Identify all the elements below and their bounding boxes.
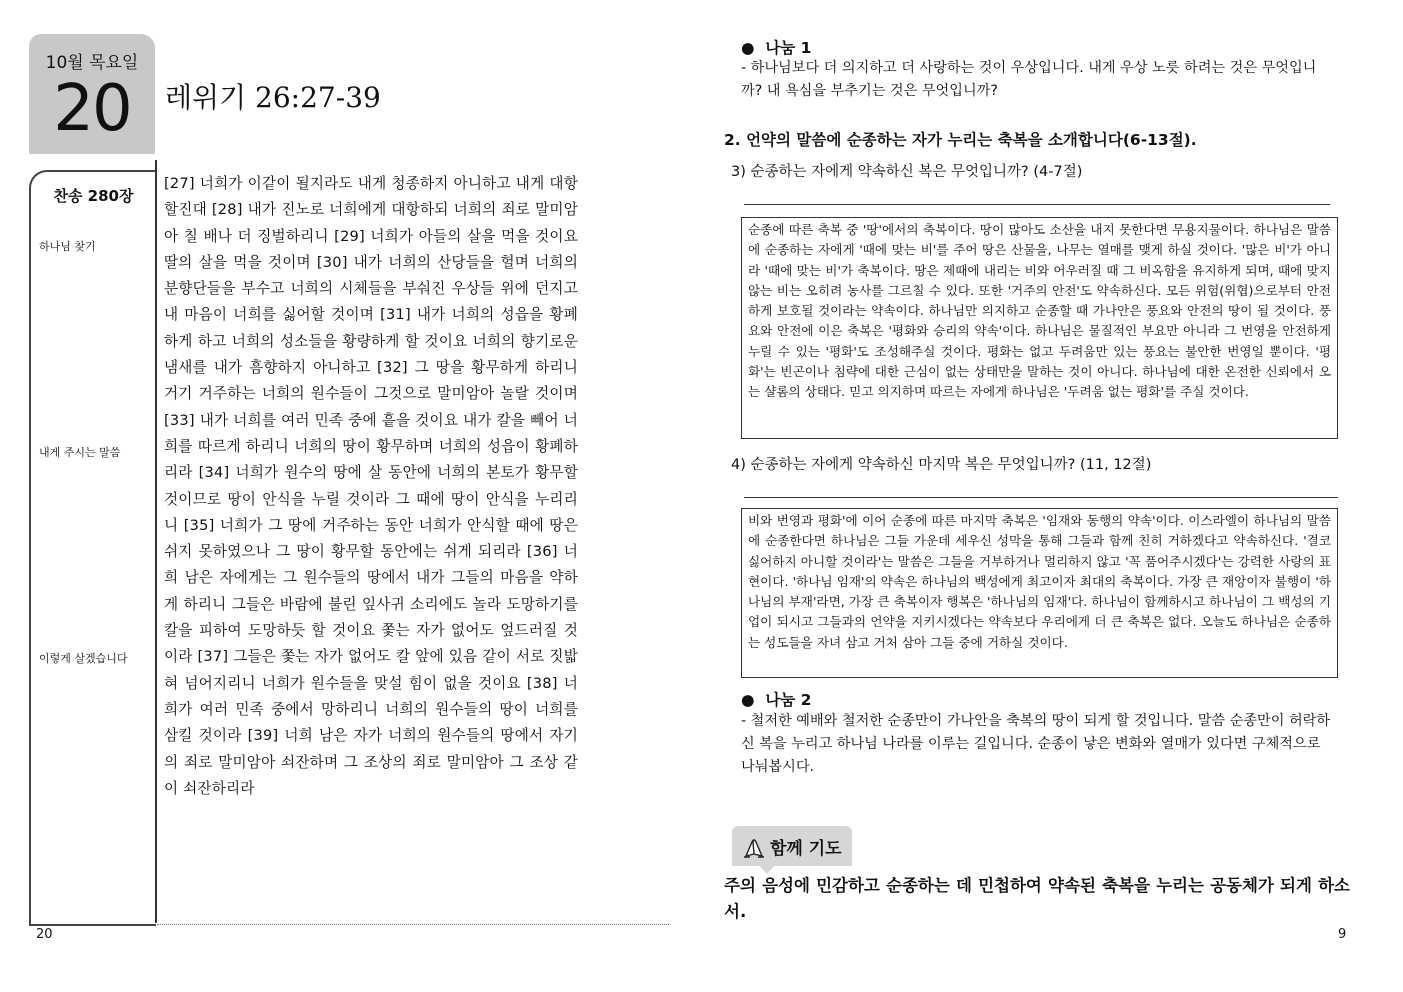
sharing2-title: ● 나눔 2 [741, 691, 812, 709]
sidebar-label-word-for-me: 내게 주시는 말씀 [39, 446, 121, 459]
sharing2-text: - 철저한 예배와 철저한 순종만이 가나안을 축복의 땅이 되게 할 것입니다. 말씀 순종만이 허락하신 복을 누리고 하나님 나라를 이루는 길입니다. 순종이 낳은 변화와 열매가 있다면 구체적으로 나눠봅시다. [741, 713, 1331, 775]
answer4-rule [744, 497, 1338, 498]
date-badge [29, 34, 155, 154]
answer-4: 비와 번영과 평화'에 이어 순종에 따른 마지막 축복은 '임재와 동행의 약속'이다. 이스라엘이 하나님의 말씀에 순종한다면 하나님은 그들 가운데 세우신 성막을 통해 그들과 함께 친히 거하겠다고 약속하신다. '결코 싫어하지 아니할 것이라'는 말씀은 그들을 거부하거나 멀리하지 않고 '꼭 품어주시겠다'는 강력한 사랑의 표현이다. '하나님 임재'의 약속은 하나님의 백성에게 최고이자 최대의 축복이다. 가장 큰 재앙이자 불행이 '하나님의 부재'라면, 가장 큰 축복이자 행복은 '하나님의 임재'다. 하나님이 함께하시고 하나님이 그 백성의 기업이 되시고 그들과의 언약을 지키시겠다는 약속보다 우리에게 더 큰 축복은 없다. 오늘도 하나님은 순종하는 성도들을 자녀 삼고 거처 삼아 그들 중에 거하실 것이다. [741, 508, 1338, 678]
sidebar [29, 170, 156, 926]
date-day: 20 [53, 72, 131, 146]
prayer-text: 주의 음성에 민감하고 순종하는 데 민첩하여 약속된 축복을 누리는 공동체가 되게 하소서. [724, 876, 1350, 921]
sidebar-label-seek-god: 하나님 찾기 [39, 240, 96, 253]
question-4: 4) 순종하는 자에게 약속하신 마지막 복은 무엇입니까? (11, 12절) [731, 457, 1152, 473]
scripture-text: [27] 너희가 이같이 될지라도 내게 청종하지 아니하고 내게 대항할진대 [28] 내가 진노로 너희에게 대항하되 너희의 죄로 말미암아 칠 배나 더 징벌하리니 [29] 너희가 아들의 살을 먹을 것이요 딸의 살을 먹을 것이며 [30] 내가 너희의 산당들을 헐며 너희의 분향단들을 부수고 너희의 시체들을 부숴진 우상들 위에 던지고 내 마음이 너희를 싫어할 것이며 [31] 내가 너희의 성읍을 황폐하게 하고 너희의 성소들을 황량하게 할 것이요 너희의 향기로운 냄새를 내가 흠향하지 아니하고 [32] 그 땅을 황무하게 하리니 거기 거주하는 너희의 원수들이 그것으로 말미암아 놀랄 것이며 [33] 내가 너희를 여러 민족 중에 흩을 것이요 내가 칼을 빼어 너희를 따르게 하리니 너희의 땅이 황무하며 너희의 성읍이 황폐하리라 [34] 너희가 원수의 땅에 살 동안에 너희의 본토가 황무할 것이므로 땅이 안식을 누릴 것이라 그 때에 땅이 안식을 누리리니 [35] 너희가 그 땅에 거주하는 동안 너희가 안식할 때에 땅은 쉬지 못하였으나 그 땅이 황무할 동안에는 쉬게 되리라 [36] 너희 남은 자에게는 그 원수들의 땅에서 내가 그들의 마음을 약하게 하리니 그들은 바람에 불린 잎사귀 소리에도 놀라 도망하기를 칼을 피하여 도망하듯 할 것이요 쫓는 자가 없어도 엎드러질 것이라 [37] 그들은 쫓는 자가 없어도 칼 앞에 있음 같이 서로 짓밟혀 넘어지리니 너희가 원수들을 맞설 힘이 없을 것이요 [38] 너희가 여러 민족 중에서 망하리니 너희의 원수들의 땅이 너희를 삼킬 것이라 [39] 너희 남은 자가 너희의 원수들의 땅에서 자기의 죄로 말미암아 쇠잔하며 그 조상의 죄로 말미암아 그 조상 같이 쇠잔하리라 [164, 175, 578, 797]
scripture-reference: 레위기 26:27-39 [165, 81, 381, 114]
answer3-rule [744, 204, 1330, 205]
sidebar-divider [155, 160, 157, 923]
sidebar-label-resolution: 이렇게 살겠습니다 [39, 652, 128, 665]
date-month-weekday: 10월 목요일 [45, 53, 139, 73]
hymn-number: 찬송 280장 [53, 187, 134, 205]
answer-3: 순종에 따른 축복 중 '땅'에서의 축복이다. 땅이 많아도 소산을 내지 못한다면 무용지물이다. 하나님은 말씀에 순종하는 자에게 '때에 맞는 비'를 주어 땅은 산물을, 나무는 열매를 맺게 하실 것이다. '많은 비'가 아니라 '때에 맞는 비'가 축복이다. 땅은 제때에 내리는 비와 어우러질 때 그 비옥함을 유지하게 되며, 때에 맞지 않는 비는 오히려 농사를 그르칠 수 있다. 또한 '거주의 안전'도 약속하신다. 모든 위험(위협)으로부터 안전하게 보호될 것이라는 약속이다. 하나님만 의지하고 순종할 때 가나안은 풍요와 안전의 땅이 될 것이다. 풍요와 안전에 이은 축복은 '평화와 승리의 약속'이다. 하나님은 물질적인 부요만 아니라 그 번영을 안전하게 누릴 수 있는 '평화'도 조성해주실 것이다. 평화는 없고 두려움만 있는 풍요는 불안한 번영일 뿐이다. '평화'는 빈곤이나 침략에 대한 근심이 없는 상태만을 말하는 것이 아니다. 하나님에 대한 온전한 신뢰에서 오는 샬롬의 상태다. 믿고 의지하며 따르는 자에게 하나님은 '두려움 없는 평화'를 주실 것이다. [741, 217, 1338, 439]
prayer-label: 함께 기도 [770, 839, 842, 859]
page-number-right: 9 [1338, 927, 1347, 942]
bottom-dotted-rule [157, 924, 669, 925]
question-3: 3) 순종하는 자에게 약속하신 복은 무엇입니까? (4-7절) [731, 164, 1083, 180]
page-number-left: 20 [36, 927, 53, 942]
section-heading: 2. 언약의 말씀에 순종하는 자가 누리는 축복을 소개합니다(6-13절). [724, 131, 1197, 149]
sharing1-text: - 하나님보다 더 의지하고 더 사랑하는 것이 우상입니다. 내게 우상 노릇 하려는 것은 무엇입니까? 내 욕심을 부추기는 것은 무엇입니까? [741, 60, 1317, 99]
praying-hands-icon [740, 832, 768, 860]
sharing1-title: ● 나눔 1 [741, 39, 812, 57]
